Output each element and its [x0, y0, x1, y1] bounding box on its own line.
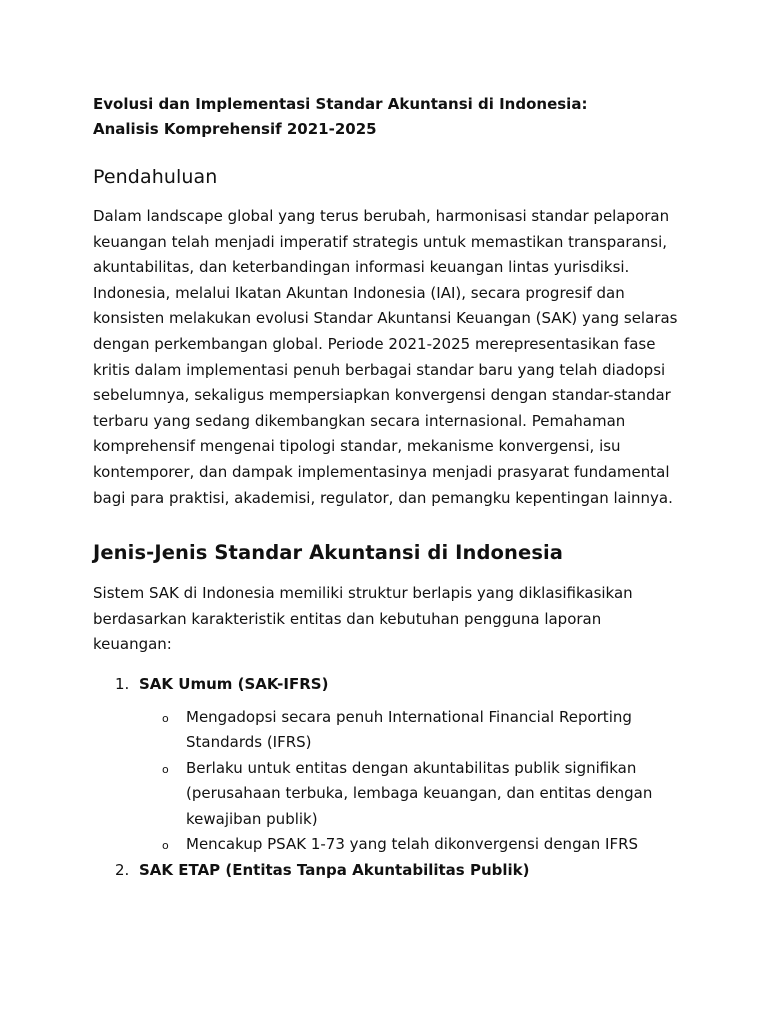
document-page	[93, 92, 683, 884]
document-title-line-1: Evolusi dan Implementasi Standar Akuntansi di Indonesia:	[93, 95, 588, 113]
list-item	[93, 672, 683, 858]
sub-list-item-text: Mencakup PSAK 1-73 yang telah dikonvergensi dengan IFRS	[186, 835, 639, 854]
sub-list-item	[139, 832, 683, 858]
standard-types-list	[93, 672, 683, 884]
jenis-standar-paragraph: Sistem SAK di Indonesia memiliki struktur berlapis yang diklasifikasikan berdasarkan karakteristik entitas dan kebutuhan pengguna laporan keuangan:	[93, 584, 633, 654]
list-item-title: SAK Umum (SAK-IFRS)	[139, 674, 329, 693]
list-item-number: 2.	[115, 861, 130, 880]
list-item-title: SAK ETAP (Entitas Tanpa Akuntabilitas Publik)	[139, 861, 530, 880]
sub-list-item-text: Berlaku untuk entitas dengan akuntabilitas publik signifikan (perusahaan terbuka, lembaga keuangan, dan entitas dengan kewajiban publik)	[186, 758, 653, 828]
sub-list	[139, 705, 683, 859]
document-title	[93, 92, 683, 142]
list-item-number: 1.	[115, 674, 130, 693]
circle-bullet-icon: o	[162, 711, 169, 725]
document-title-line-2: Analisis Komprehensif 2021-2025	[93, 120, 377, 138]
pendahuluan-paragraph: Dalam landscape global yang terus berubah, harmonisasi standar pelaporan keuangan telah menjadi imperatif strategis untuk memastikan transparansi, akuntabilitas, dan keterbandingan informasi keuangan lintas yurisdiksi. Indonesia, melalui Ikatan Akuntan Indonesia (IAI), secara progresif dan konsisten melakukan evolusi Standar Akuntansi Keuangan (SAK) yang selaras dengan perkembangan global. Periode 2021-2025 merepresentasikan fase kritis dalam implementasi penuh berbagai standar baru yang telah diadopsi sebelumnya, sekaligus mempersiapkan konvergensi dengan standar-standar terbaru yang sedang dikembangkan secara internasional. Pemahaman komprehensif mengenai tipologi standar, mekanisme konvergensi, isu kontemporer, dan dampak implementasinya menjadi prasyarat fundamental bagi para praktisi, akademisi, regulator, dan pemangku kepentingan lainnya.	[93, 207, 678, 507]
sub-list-item	[139, 756, 683, 833]
sub-list-item	[139, 705, 683, 756]
list-item	[93, 858, 683, 884]
section-heading-jenis-standar: Jenis-Jenis Standar Akuntansi di Indonesia	[93, 541, 564, 565]
circle-bullet-icon: o	[162, 762, 169, 776]
section-heading-pendahuluan: Pendahuluan	[93, 166, 218, 188]
circle-bullet-icon: o	[162, 839, 169, 853]
sub-list-item-text: Mengadopsi secara penuh International Financial Reporting Standards (IFRS)	[186, 707, 632, 752]
